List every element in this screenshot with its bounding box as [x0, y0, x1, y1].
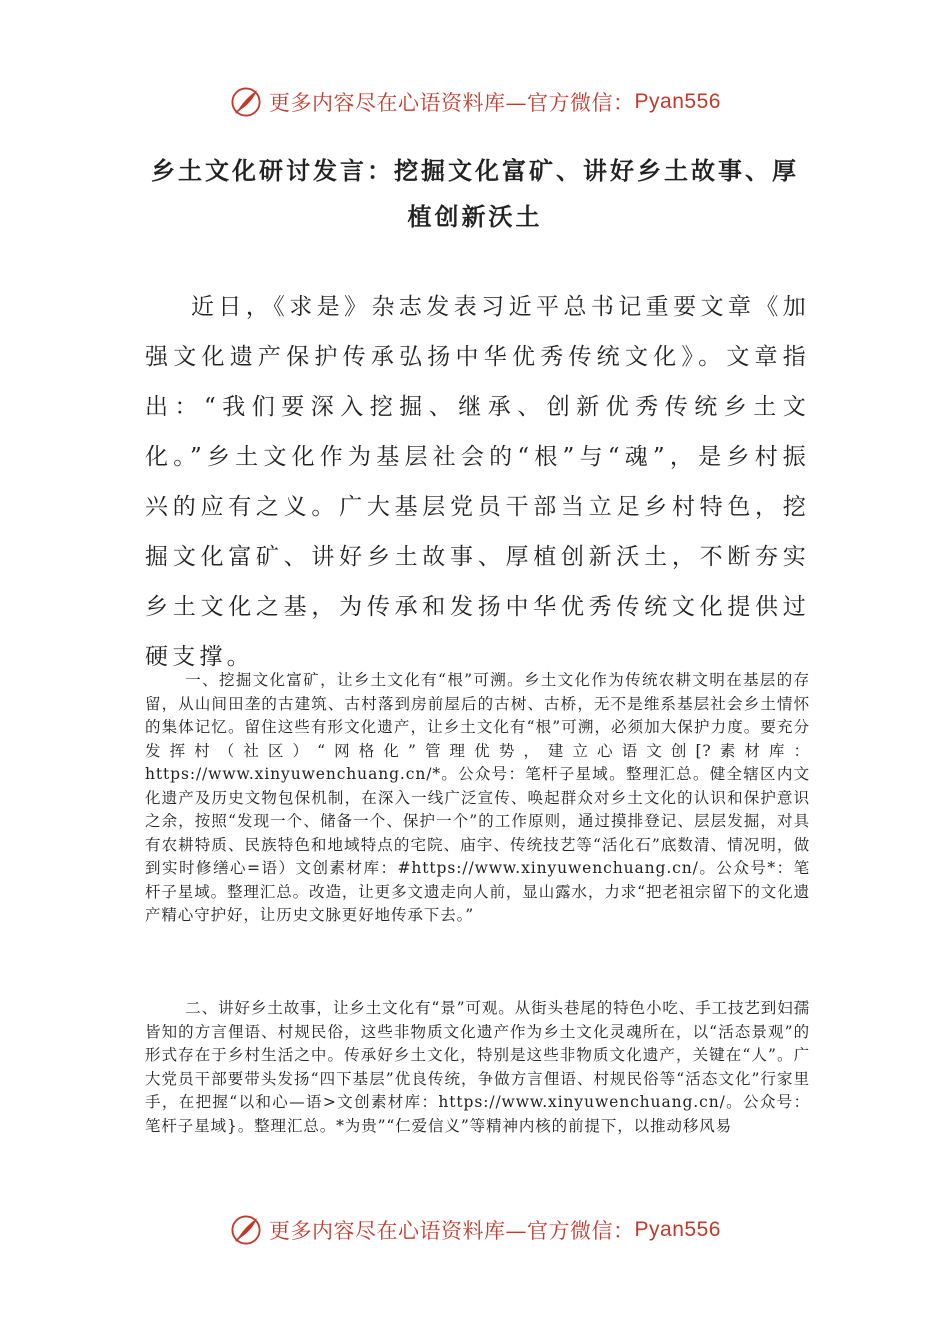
watermark-text: 更多内容尽在心语资料库—官方微信：	[269, 91, 635, 115]
watermark-account: Pyan556	[634, 90, 721, 113]
body-paragraph-1: 一、挖掘文化富矿，让乡土文化有“根”可溯。乡土文化作为传统农耕文明在基层的存留，从山间田垄的古建筑、古村落到房前屋后的古树、古桥，无不是维系基层社会乡土情怀的集体记忆。留住这些有形文化遗产，让乡土文化有“根”可溯，必须加大保护力度。要充分发挥村（社区）“网格化”管理优势，建立心语文创[?素材库：https://www.xinyuwenchuang.cn/*。公众号：笔杆子星域。整理汇总。健全辖区内文化遗产及历史文物包保机制，在深入一线广泛宣传、唤起群众对乡土文化的认识和保护意识之余，按照“发现一个、储备一个、保护一个”的工作原则，通过摸排登记、层层发掘，对具有农耕特质、民族特色和地域特点的宅院、庙宇、传统技艺等“活化石”底数清、情况明，做到实时修缮心=语）文创素材库：#https://www.xinyuwenchuang.cn/。公众号*：笔杆子星域。整理汇总。改造，让更多文遗走向人前，显山露水，力求“把老祖宗留下的文化遗产精心守护好，让历史文脉更好地传承下去。”	[145, 671, 810, 924]
watermark-banner-bottom	[0, 1210, 950, 1250]
body-paragraph-2: 二、讲好乡土故事，让乡土文化有“景”可观。从街头巷尾的特色小吃、手工技艺到妇孺皆知的方言俚语、村规民俗，这些非物质文化遗产作为乡土文化灵魂所在，以“活态景观”的形式存在于乡村生活之中。传承好乡土文化，特别是这些非物质文化遗产，关键在“人”。广大党员干部要带头发扬“四下基层”优良传统，争做方言俚语、村规民俗等“活态文化”行家里手，在把握“以和心—语>文创素材库：https://www.xinyuwenchuang.cn/。公众号：笔杆子星域}。整理汇总。*为贵”“仁爱信义”等精神内核的前提下，以推动移风易	[145, 999, 810, 1135]
quill-circle-logo-icon	[229, 1213, 263, 1247]
quill-circle-logo-icon	[229, 85, 263, 119]
lead-paragraph: 近日，《求是》杂志发表习近平总书记重要文章《加强文化遗产保护传承弘扬中华优秀传统文化》。文章指出：“我们要深入挖掘、继承、创新优秀传统乡土文化。”乡土文化作为基层社会的“根”与“魂”，是乡村振兴的应有之义。广大基层党员干部当立足乡村特色，挖掘文化富矿、讲好乡土故事、厚植创新沃土，不断夯实乡土文化之基，为传承和发扬中华优秀传统文化提供过硬支撑。	[145, 294, 810, 670]
document-title: 乡土文化研讨发言：挖掘文化富矿、讲好乡土故事、厚植创新沃土	[151, 156, 799, 231]
watermark-banner-top	[0, 82, 950, 122]
watermark-account: Pyan556	[634, 1218, 721, 1241]
watermark-text: 更多内容尽在心语资料库—官方微信：	[269, 1219, 635, 1243]
